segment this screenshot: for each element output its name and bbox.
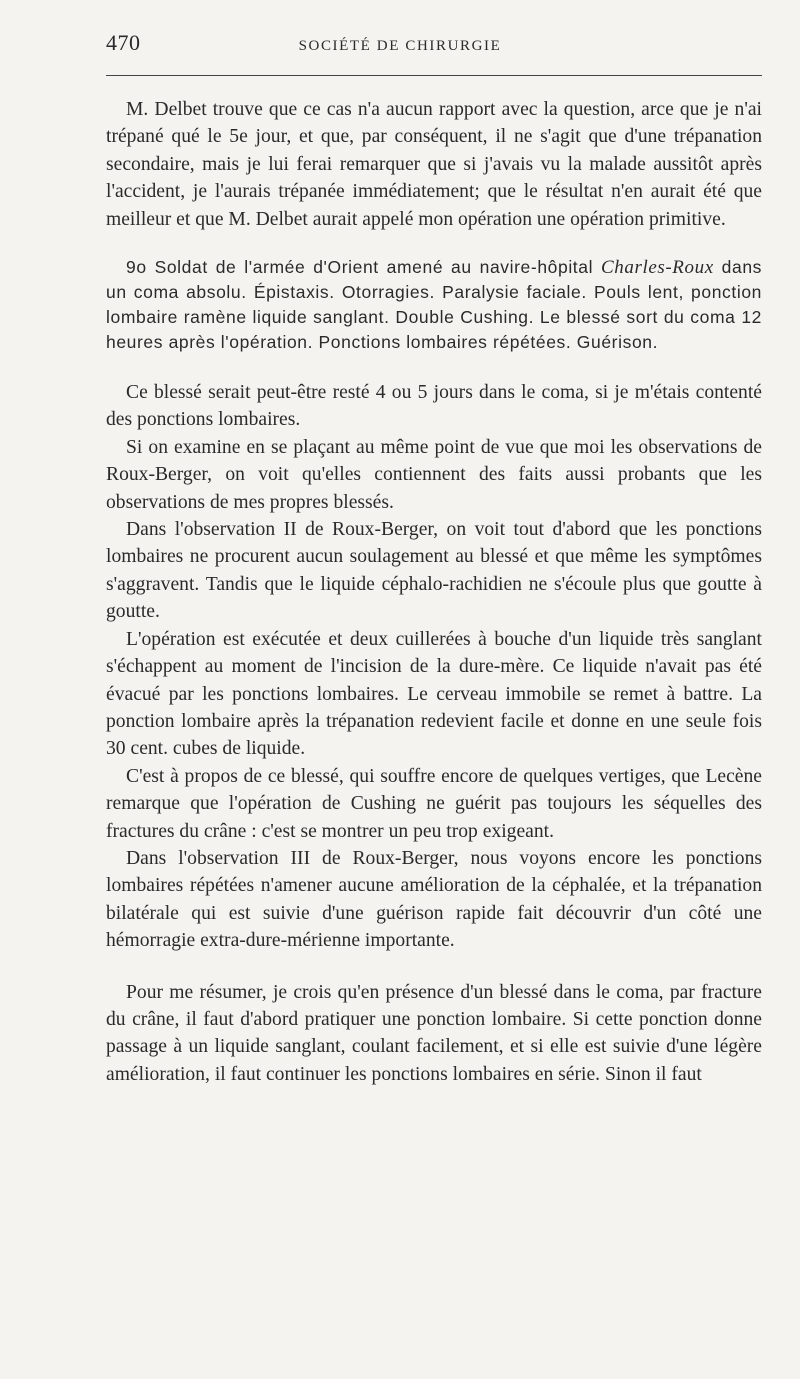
page-header bbox=[0, 30, 800, 70]
running-title: SOCIÉTÉ DE CHIRURGIE bbox=[298, 38, 502, 54]
paragraph-delbet-reply: M. Delbet trouve que ce cas n'a aucun rapport avec la question, arce que je n'ai trépané qué le 5e jour, et que, par conséquent, il ne s'agit que d'une trépanation secondaire, mais je lui ferai remarquer que si j'avais vu la malade aussitôt après l'accident, je l'aurais trépanée immédiatement; que le résultat n'en aurait été que meilleur et que M. Delbet aurait appelé mon opération une opération primitive. bbox=[106, 99, 762, 230]
paragraph-observation-2: Dans l'observation II de Roux-Berger, on voit tout d'abord que les ponctions lombaires ne procurent aucun soulagement au blessé et que même les symptômes s'aggravent. Tandis que le liquide céphalo-rachidien ne s'écoule plus que goutte à goutte. bbox=[106, 519, 762, 623]
paragraph-roux-berger-observations: Si on examine en se plaçant au même point de vue que moi les observations de Roux-Berger, on voit qu'elles contiennent des faits aussi probants que les observations de mes propres blessés. bbox=[106, 436, 762, 513]
header-rule bbox=[106, 75, 762, 76]
paragraph-operation: L'opération est exécutée et deux cuillerées à bouche d'un liquide très sanglant s'échappent au moment de l'incision de la dure-mère. Ce liquide n'avait pas été évacué par les ponctions lombaires. Le cerveau immobile se remet à battre. La ponction lombaire après la trépanation redevient facile et donne en une seule fois 30 cent. cubes de liquide. bbox=[106, 628, 762, 760]
paragraph-lecene-remark: C'est à propos de ce blessé, qui souffre encore de quelques vertiges, que Lecène remarque que l'opération de Cushing ne guérit pas toujours les séquelles des fractures du crâne : c'est se montrer un peu trop exigeant. bbox=[106, 765, 762, 842]
paragraph-summary: Pour me résumer, je crois qu'en présence d'un blessé dans le coma, par fracture du crâne, il faut d'abord pratiquer une ponction lombaire. Si cette ponction donne passage à un liquide sanglant, coulant facilement, et si elle est suivie d'une légère amélioration, il faut continuer les ponctions lombaires en série. Sinon il faut bbox=[106, 981, 762, 1085]
case-text-post: dans un coma absolu. Épistaxis. Otorragies. Paralysie faciale. Pouls lent, ponction lombaire ramène liquide sanglant. Double Cushing. Le blessé sort du coma 12 heures après l'opération. Ponctions lombaires répétées. Guérison. bbox=[106, 257, 763, 353]
ship-name: Charles-Roux bbox=[601, 257, 714, 279]
case-number: 9o bbox=[126, 257, 147, 278]
case-report-9 bbox=[106, 255, 762, 355]
paragraph-observation-3: Dans l'observation III de Roux-Berger, nous voyons encore les ponctions lombaires répétées n'amener aucune amélioration de la céphalée, et la trépanation bilatérale qui est suivie d'une guérison rapide fait découvrir d'un côté une hémorragie extra-dure-mérienne importante. bbox=[106, 847, 762, 952]
case-text-pre: Soldat de l'armée d'Orient amené au navire-hôpital bbox=[146, 257, 601, 278]
body-text bbox=[106, 96, 762, 1088]
paragraph-coma-duration: Ce blessé serait peut-être resté 4 ou 5 jours dans le coma, si je m'étais contenté des ponctions lombaires. bbox=[106, 382, 762, 431]
page-number: 470 bbox=[106, 30, 141, 55]
